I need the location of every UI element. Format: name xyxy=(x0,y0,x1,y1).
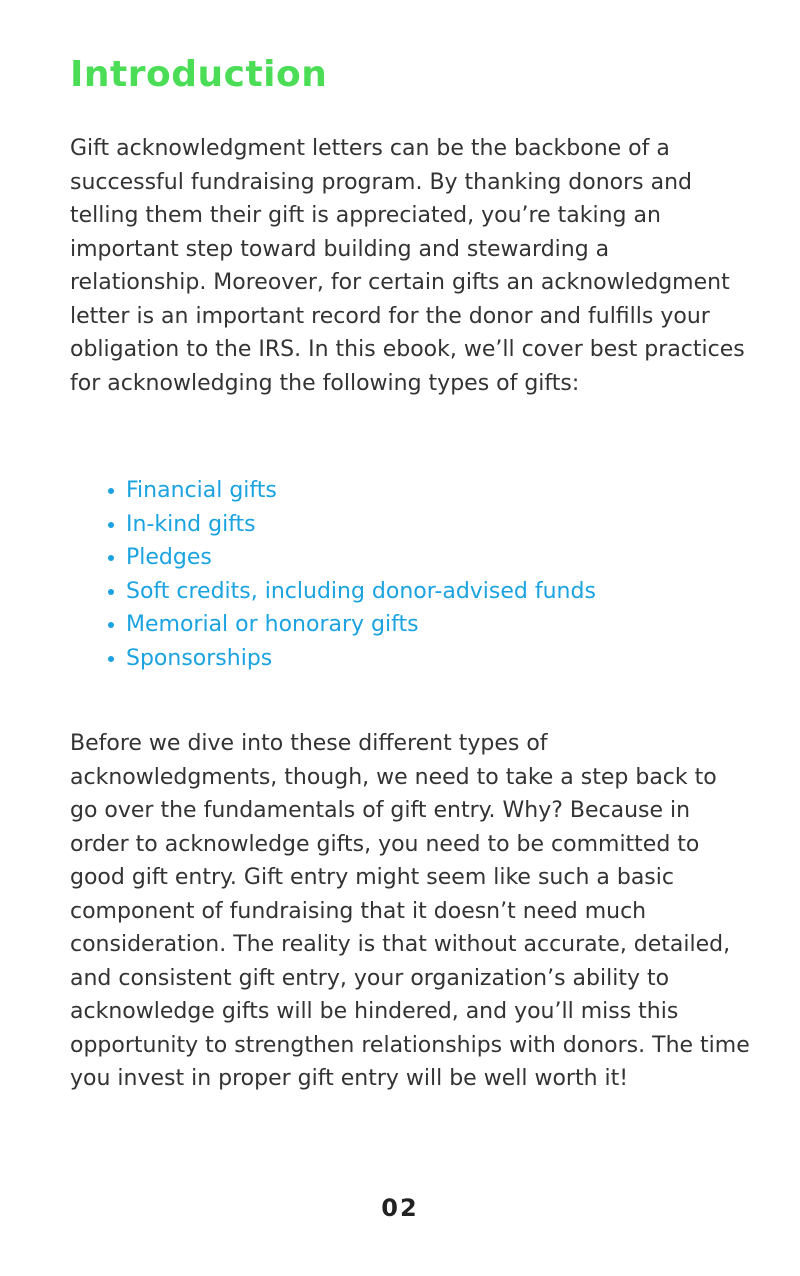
list-item-label: Financial gifts xyxy=(126,478,277,503)
list-item xyxy=(108,541,768,575)
gift-types-list xyxy=(108,474,768,675)
list-item xyxy=(108,508,768,542)
list-item xyxy=(108,608,768,642)
bullet-icon xyxy=(108,522,114,528)
list-item xyxy=(108,474,768,508)
list-item xyxy=(108,642,768,676)
list-item-label: Memorial or honorary gifts xyxy=(126,612,419,637)
gift-entry-paragraph: Before we dive into these different types of acknowledgments, though, we need to take a step back to go over the fundamentals of gift entry. Why? Because in order to acknowledge gifts, you need to be committed to good gift entry. Gift entry might seem like such a basic component of fundraising that it doesn’t need much consideration. The reality is that without accurate, detailed, and consistent gift entry, your organization’s ability to acknowledge gifts will be hindered, and you’ll miss this opportunity to strengthen relationships with donors. The time you invest in proper gift entry will be well worth it! xyxy=(70,731,750,1091)
list-item-label: In-kind gifts xyxy=(126,511,256,537)
bullet-icon xyxy=(108,656,114,662)
list-item-label: Sponsorships xyxy=(126,645,273,671)
list-item-label: Pledges xyxy=(126,545,212,570)
list-item xyxy=(108,575,768,609)
page-number: 02 xyxy=(381,1194,419,1222)
page-title: Introduction xyxy=(70,54,328,95)
bullet-icon xyxy=(108,555,114,561)
list-item-label: Soft credits, including donor-advised funds xyxy=(126,578,596,604)
bullet-icon xyxy=(108,488,114,494)
intro-paragraph: Gift acknowledgment letters can be the backbone of a successful fundraising program. By thanking donors and telling them their gift is appreciated, you’re taking an important step toward building and stewarding a relationship. Moreover, for certain gifts an acknowledgment letter is an important record for the donor and fulfills your obligation to the IRS. In this ebook, we’ll cover best practices for acknowledging the following types of gifts: xyxy=(70,136,745,396)
bullet-icon xyxy=(108,622,114,628)
bullet-icon xyxy=(108,589,114,595)
